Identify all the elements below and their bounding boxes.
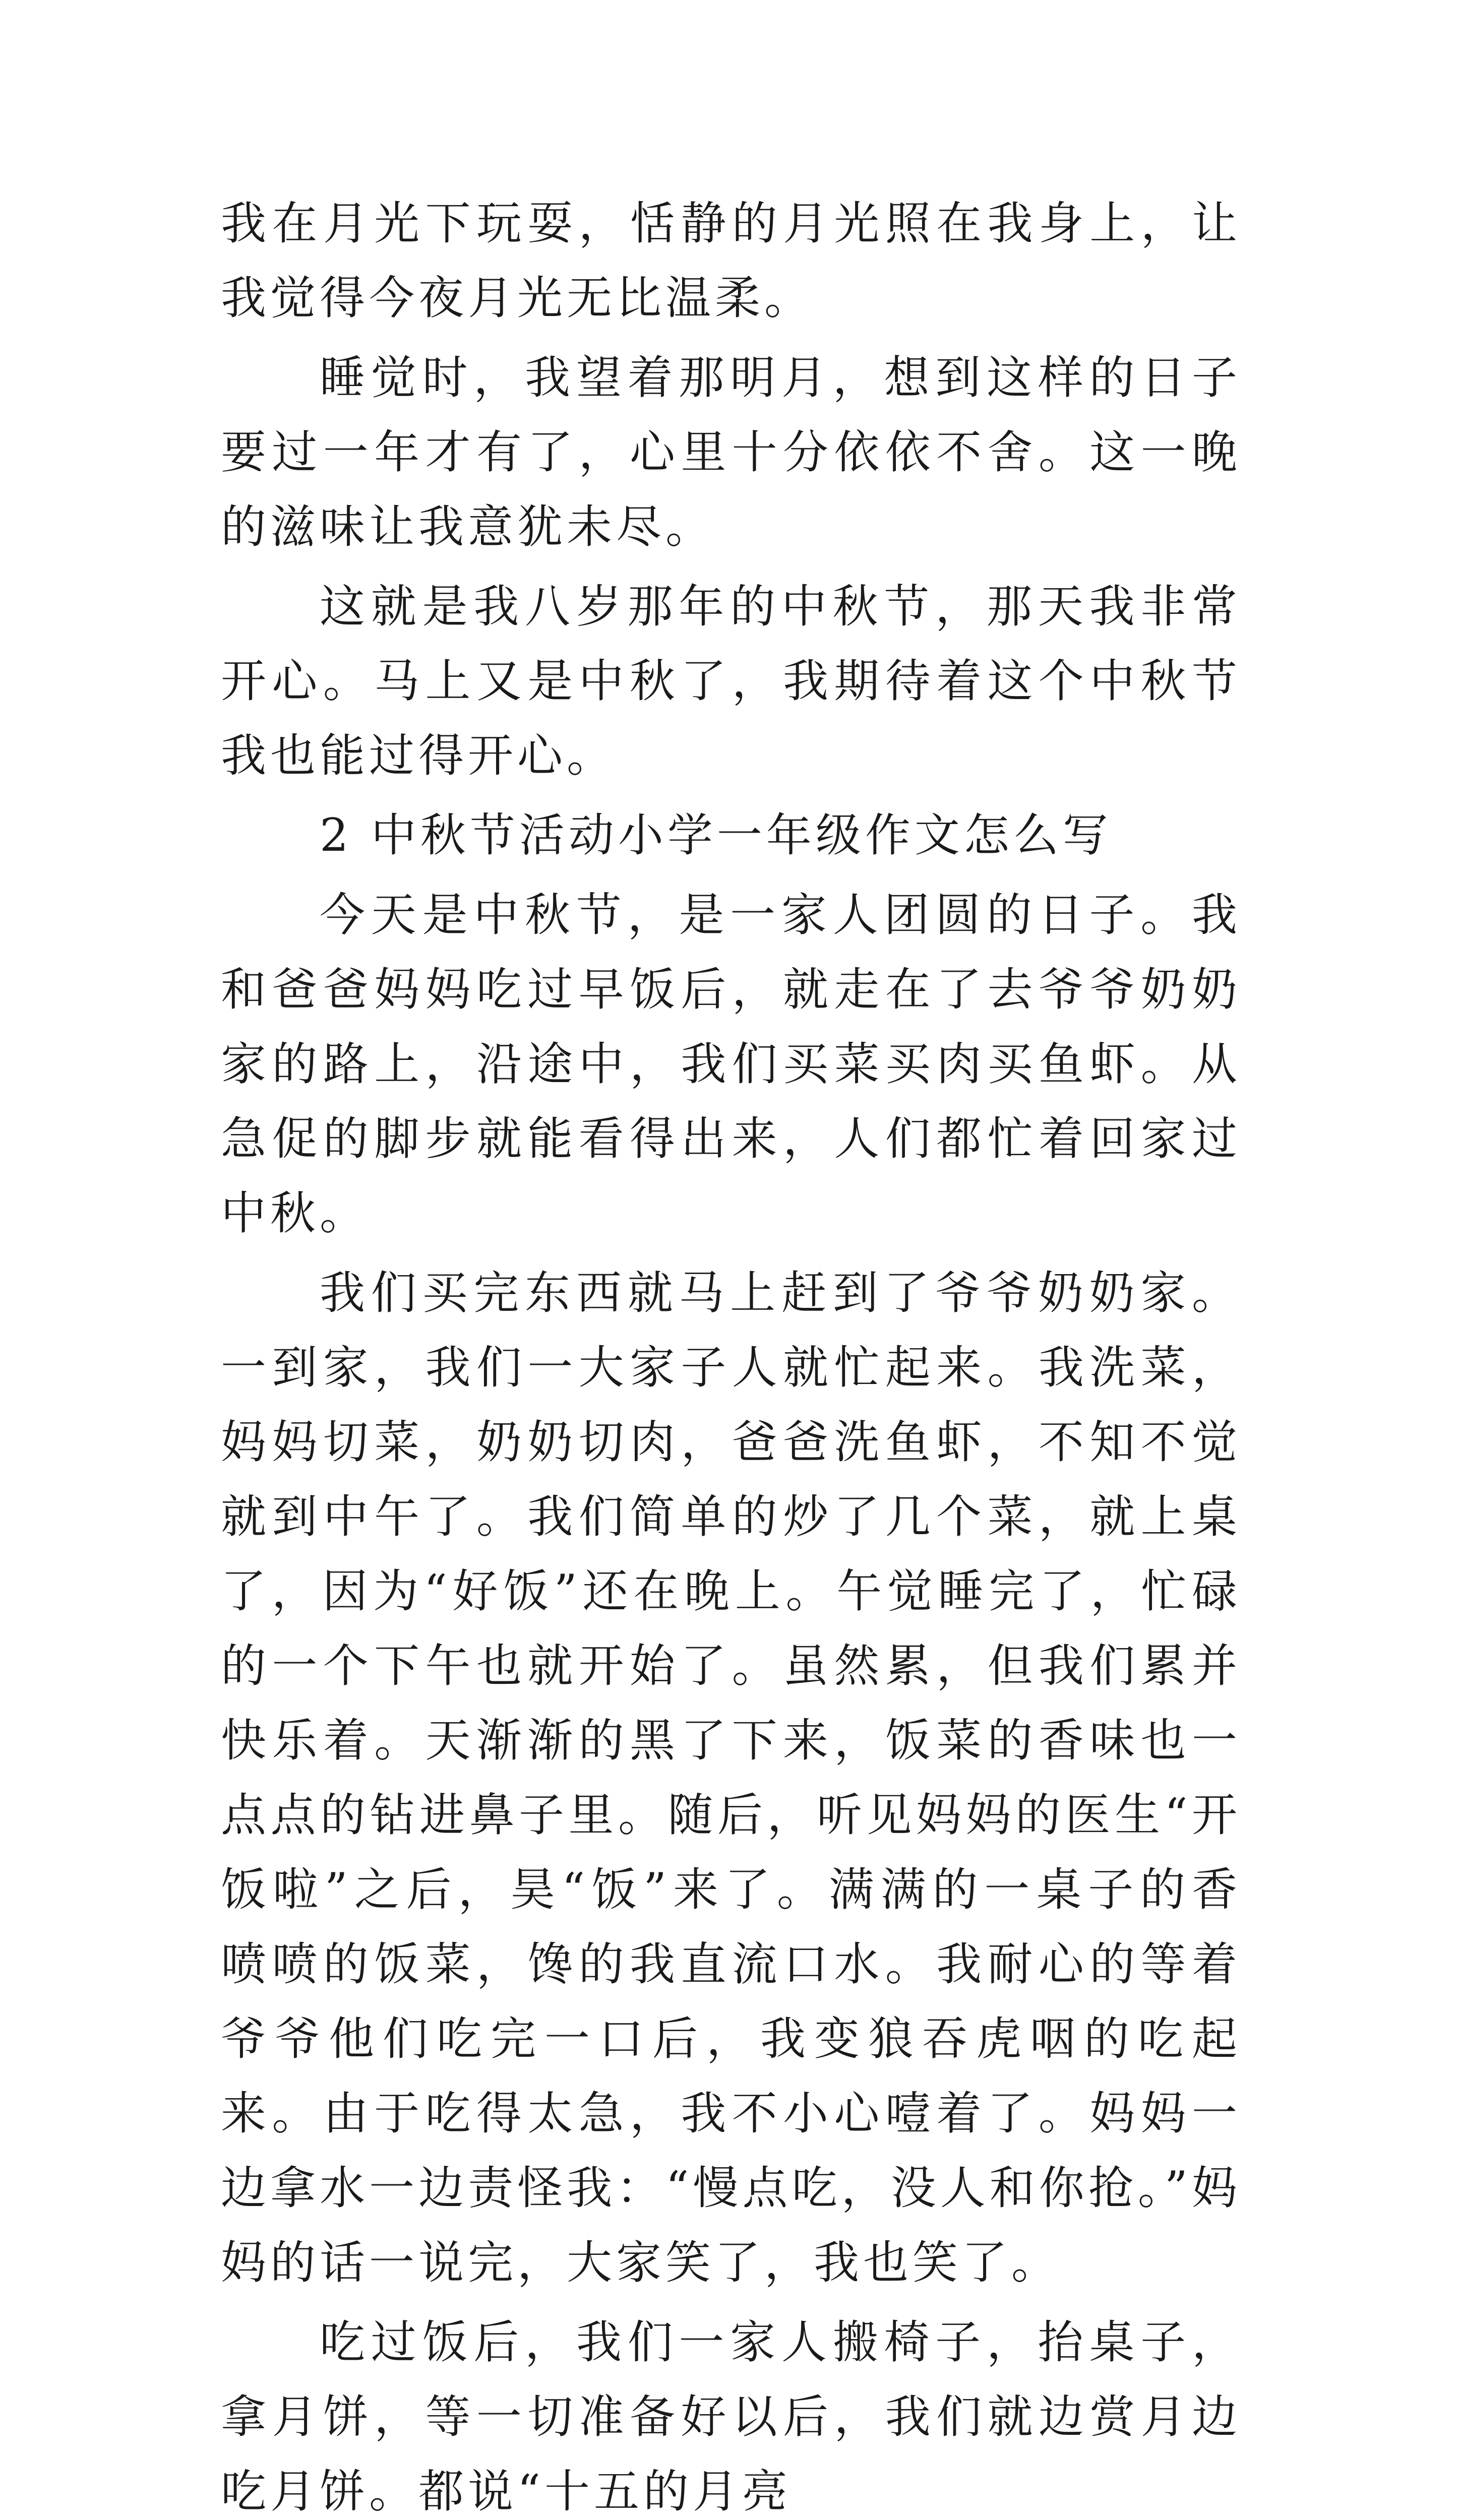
paragraph-2: 睡觉时，我望着那明月，想到这样的日子要过一年才有了，心里十分依依不舍。这一晚的滋味让我意犹未尽。 [221,351,1241,553]
paragraph-1: 我在月光下玩耍，恬静的月光照在我身上，让我觉得今夜月光无比温柔。 [221,197,1241,325]
paragraph-3: 这就是我八岁那年的中秋节，那天我非常开心。马上又是中秋了，我期待着这个中秋节我也能过得开心。 [221,580,1241,782]
section-heading: 2 中秋节活动小学一年级作文怎么写 [320,809,1112,862]
document-body [221,186,1241,2520]
paragraph-4: 今天是中秋节，是一家人团圆的日子。我和爸爸妈妈吃过早饭后，就走在了去爷爷奶奶家的路上，沿途中，我们买菜买肉买鱼虾。从急促的脚步就能看得出来，人们都忙着回家过中秋。 [221,889,1241,1240]
paragraph-5: 我们买完东西就马上赶到了爷爷奶奶家。一到家，我们一大家子人就忙起来。我洗菜，妈妈切菜，奶奶切肉，爸爸洗鱼虾，不知不觉就到中午了。我们简单的炒了几个菜，就上桌了，因为“好饭”还在晚上。午觉睡完了，忙碌的一个下午也就开始了。虽然累，但我们累并快乐着。天渐渐的黑了下来，饭菜的香味也一点点的钻进鼻子里。随后，听见妈妈的医生“开饭啦”之后，昊“饭”来了。满满的一桌子的香喷喷的饭菜，馋的我直流口水。我耐心的等着爷爷他们吃完一口后，我变狼吞虎咽的吃起来。由于吃得太急，我不小心噎着了。妈妈一边拿水一边责怪我：“慢点吃，没人和你抢。”妈妈的话一说完，大家笑了，我也笑了。 [221,1267,1241,2289]
paragraph-6: 吃过饭后，我们一家人搬椅子，抬桌子，拿月饼，等一切准备好以后，我们就边赏月边吃月饼。都说“十五的月亮 [221,2316,1241,2518]
